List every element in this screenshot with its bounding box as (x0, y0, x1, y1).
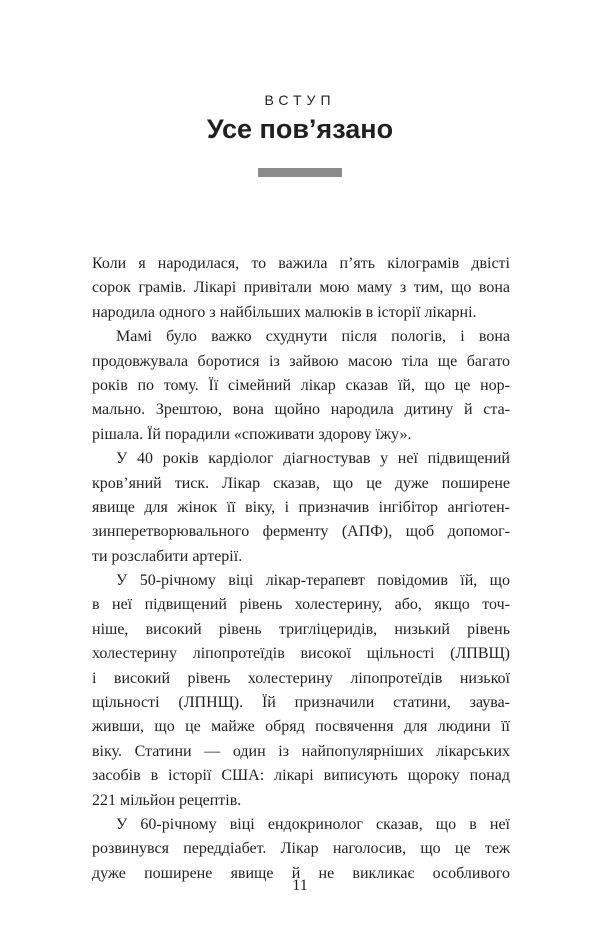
chapter-title: Усе пов’язано (206, 114, 394, 144)
text-line: У 40 років кардіолог діагностував у неї підвищений (116, 450, 510, 468)
text-line: народила одного з найбільших малюків в історії лікарні. (92, 303, 477, 321)
text-line: засобів в історії США: лікарі виписують щороку понад (92, 767, 510, 785)
text-line: кров’яний тиск. Лікар сказав, що це дуже поширене (92, 474, 510, 492)
text-line: рішала. Їй порадили «споживати здорову їжу». (92, 425, 412, 443)
chapter-kicker: ВСТУП (264, 92, 336, 108)
text-line: холестерину ліпопротеїдів високої щільності (ЛПВЩ) (92, 645, 510, 663)
text-line: У 50-річному віці лікар-терапевт повідомив їй, що (116, 572, 510, 590)
title-underline-bar (258, 168, 342, 177)
body-text (92, 252, 510, 886)
text-line: Мамі було важко схуднути після пологів, і вона (116, 328, 510, 346)
text-line: явище для жінок її віку, і призначив інгібітор ангіотен- (92, 498, 510, 516)
text-line: живши, що це майже обряд посвячення для людини її (92, 718, 510, 736)
page-number: 11 (292, 877, 308, 894)
text-line: в неї підвищений рівень холестерину, або, якщо точ- (92, 596, 510, 614)
text-line: мально. Зрештою, вона щойно народила дитину й ста- (92, 401, 510, 419)
text-line: продовжувала боротися із зайвою масою тіла ще багато (92, 352, 510, 370)
text-line: років по тому. Її сімейний лікар сказав їй, що це нор- (92, 376, 510, 394)
text-line: і високий рівень холестерину ліпопротеїдів низької (92, 669, 510, 687)
text-line: ніше, високий рівень тригліцеридів, низький рівень (92, 620, 510, 638)
text-line: У 60-річному віці ендокринолог сказав, що в неї (116, 815, 510, 833)
text-line: ти розслабити артерії. (92, 547, 243, 565)
text-line: розвинувся переддіабет. Лікар наголосив, що це теж (92, 840, 510, 858)
text-line: щільності (ЛПНЩ). Їй призначили статини, заува- (92, 694, 510, 712)
text-line: віку. Статини — один із найпопулярніших лікарських (92, 742, 510, 760)
text-line: Коли я народилася, то важила п’ять кілограмів двісті (92, 255, 510, 272)
text-line: зинперетворювального ферменту (АПФ), щоб допомог- (92, 523, 510, 541)
text-line: 221 мільйон рецептів. (92, 791, 242, 809)
text-line: дуже поширене явище й не викликає особливого (92, 864, 510, 882)
text-line: сорок грамів. Лікарі привітали мою маму з тим, що вона (92, 279, 510, 297)
